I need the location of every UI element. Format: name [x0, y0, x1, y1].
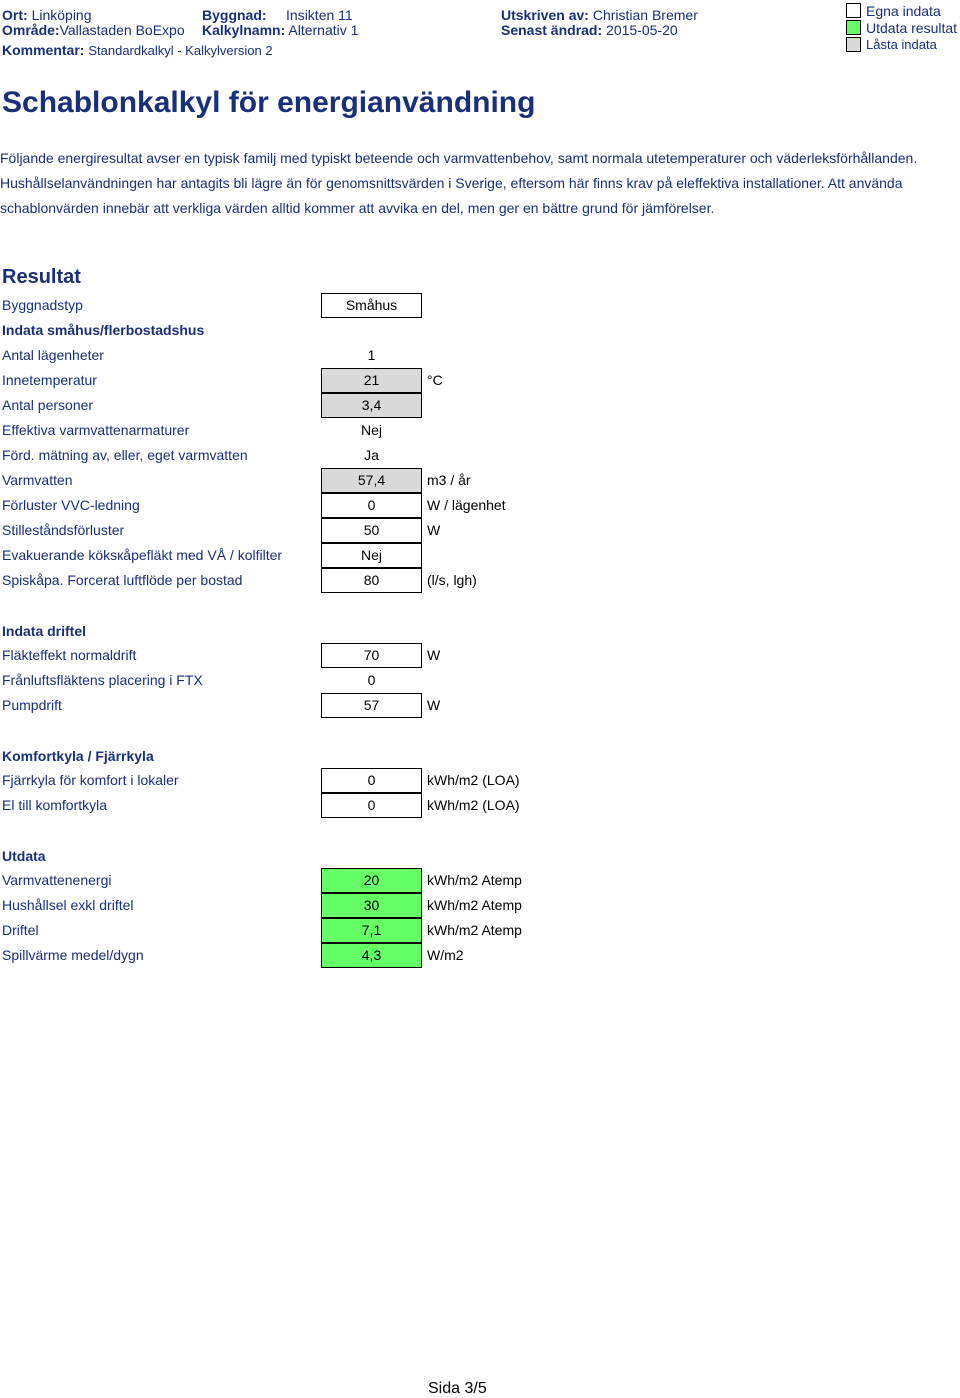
driftel-row-label: Pumpdrift: [2, 697, 62, 713]
komfort-heading: Komfortkyla / Fjärrkyla: [2, 748, 154, 764]
indata-row-label: Förluster VVC-ledning: [2, 497, 140, 513]
color-legend: [846, 2, 960, 53]
utdata-row-value: 20: [321, 868, 422, 893]
driftel-row-value[interactable]: 57: [321, 693, 422, 718]
legend-label: Egna indata: [866, 2, 941, 19]
legend-utdata: [846, 19, 960, 36]
komfort-row-unit: kWh/m2 (LOA): [427, 797, 520, 813]
utdata-row-unit: W/m2: [427, 947, 464, 963]
indata-row-label: Effektiva varmvattenarmaturer: [2, 422, 190, 438]
indata-row-unit: W: [427, 522, 441, 538]
legend-label: Utdata resultat: [866, 19, 958, 36]
driftel-row-value[interactable]: 0: [367, 672, 376, 688]
indata-row: [0, 368, 960, 393]
indata-row-label: Spiskåpa. Forcerat luftflöde per bostad: [2, 572, 243, 588]
legend-swatch-lasta: [846, 37, 861, 52]
indata-row: [0, 568, 960, 593]
komfort-row: [0, 768, 960, 793]
indata-row: [0, 543, 960, 568]
indata-row: [0, 468, 960, 493]
utdata-row-value: 30: [321, 893, 422, 918]
resultat-heading: Resultat: [2, 266, 81, 288]
driftel-row: [0, 668, 960, 693]
utdata-row: [0, 868, 960, 893]
driftel-row-value[interactable]: 70: [321, 643, 422, 668]
indata-row-value: 3,4: [321, 393, 422, 418]
utdata-heading: Utdata: [2, 848, 46, 864]
utdata-row-unit: kWh/m2 Atemp: [427, 922, 522, 938]
indata-row: [0, 443, 960, 468]
indata-row-unit: (l/s, lgh): [427, 572, 477, 588]
header-utskriven: Utskriven av: Christian Bremer: [501, 7, 698, 23]
legend-swatch-utdata: [846, 20, 861, 35]
komfort-row-label: El till komfortkyla: [2, 797, 108, 813]
indata-row-unit: m3 / år: [427, 472, 471, 488]
utdata-row-value: 4,3: [321, 943, 422, 968]
indata-row-value: 21: [321, 368, 422, 393]
utdata-row: [0, 893, 960, 918]
utdata-row-unit: kWh/m2 Atemp: [427, 897, 522, 913]
indata-row-label: Stilleståndsförluster: [2, 522, 125, 538]
legend-swatch-egna: [846, 3, 861, 18]
indata-row-value[interactable]: Nej: [360, 422, 382, 438]
komfort-row-value[interactable]: 0: [321, 793, 422, 818]
header-byggnad: Byggnad: Insikten 11: [202, 7, 353, 23]
indata-row-value: 57,4: [321, 468, 422, 493]
komfort-row: [0, 793, 960, 818]
indata-row: [0, 493, 960, 518]
indata-row-label: Innetemperatur: [2, 372, 97, 388]
indata-heading: Indata småhus/flerbostadshus: [2, 322, 205, 338]
legend-label: Låsta indata: [866, 37, 937, 52]
header-kalkylnamn: Kalkylnamn: Alternativ 1: [202, 22, 359, 38]
indata-row-value[interactable]: Nej: [321, 543, 422, 568]
utdata-row-unit: kWh/m2 Atemp: [427, 872, 522, 888]
driftel-row-label: Fläkteffekt normaldrift: [2, 647, 137, 663]
utdata-row-label: Spillvärme medel/dygn: [2, 947, 144, 963]
indata-row: [0, 518, 960, 543]
utdata-row: [0, 943, 960, 968]
header-ort: Ort: Linköping: [2, 7, 92, 23]
indata-row: [0, 418, 960, 443]
page-number: Sida 3/5: [428, 1380, 487, 1397]
utdata-row-label: Varmvattenenergi: [2, 872, 112, 888]
indata-row: [0, 393, 960, 418]
indata-row-unit: W / lägenhet: [427, 497, 506, 513]
komfort-row-label: Fjärrkyla för komfort i lokaler: [2, 772, 179, 788]
indata-row-label: Antal personer: [2, 397, 94, 413]
byggnadstyp-label: Byggnadstyp: [2, 297, 83, 313]
legend-lasta: [846, 36, 960, 53]
legend-egna: [846, 2, 960, 19]
indata-row-label: Varmvatten: [2, 472, 73, 488]
komfort-row-unit: kWh/m2 (LOA): [427, 772, 520, 788]
utdata-row-value: 7,1: [321, 918, 422, 943]
page-title: Schablonkalkyl för energianvändning: [2, 86, 536, 119]
utdata-row-label: Hushållsel exkl driftel: [2, 897, 134, 913]
byggnadstyp-select[interactable]: Småhus: [321, 293, 422, 318]
driftel-row-unit: W: [427, 697, 441, 713]
driftel-row-unit: W: [427, 647, 441, 663]
header-andrad: Senast ändrad: 2015-05-20: [501, 22, 678, 38]
indata-row-value[interactable]: 1: [367, 347, 376, 363]
header-kommentar: Kommentar: Standardkalkyl - Kalkylversion 2: [2, 42, 273, 58]
indata-row-value[interactable]: 0: [321, 493, 422, 518]
indata-row-value[interactable]: 80: [321, 568, 422, 593]
komfort-row-value[interactable]: 0: [321, 768, 422, 793]
indata-row-unit: °C: [427, 372, 443, 388]
indata-row-value[interactable]: 50: [321, 518, 422, 543]
driftel-row: [0, 693, 960, 718]
driftel-row: [0, 643, 960, 668]
utdata-row: [0, 918, 960, 943]
indata-row: [0, 343, 960, 368]
driftel-row-label: Frånluftsfläktens placering i FTX: [2, 672, 203, 688]
driftel-heading: Indata driftel: [2, 623, 87, 639]
indata-row-label: Förd. mätning av, eller, eget varmvatten: [2, 447, 248, 463]
indata-row-value[interactable]: Ja: [364, 447, 379, 463]
indata-row-label: Antal lägenheter: [2, 347, 104, 363]
indata-row-label: Evakuerande köksкåpefläkt med VÅ / kolfilter: [2, 547, 283, 563]
utdata-row-label: Driftel: [2, 922, 39, 938]
intro-paragraph: Följande energiresultat avser en typisk familj med typiskt beteende och varmvattenbehov, samt normala utetemperaturer och väderleksförhållanden. Hushållselanvändningen har antagits bli lägre än för genomsnittsvärden i Sverige, eftersom här finns krav på eleffektiva installationer. Att använda schablonvärden innebär att verkliga värden alltid kommer att avvika en del, men ger en bättre grund för jämförelser.: [0, 150, 918, 216]
header-omrade: Område:Vallastaden BoExpo: [2, 22, 185, 38]
byggnadstyp-row: [0, 293, 960, 318]
